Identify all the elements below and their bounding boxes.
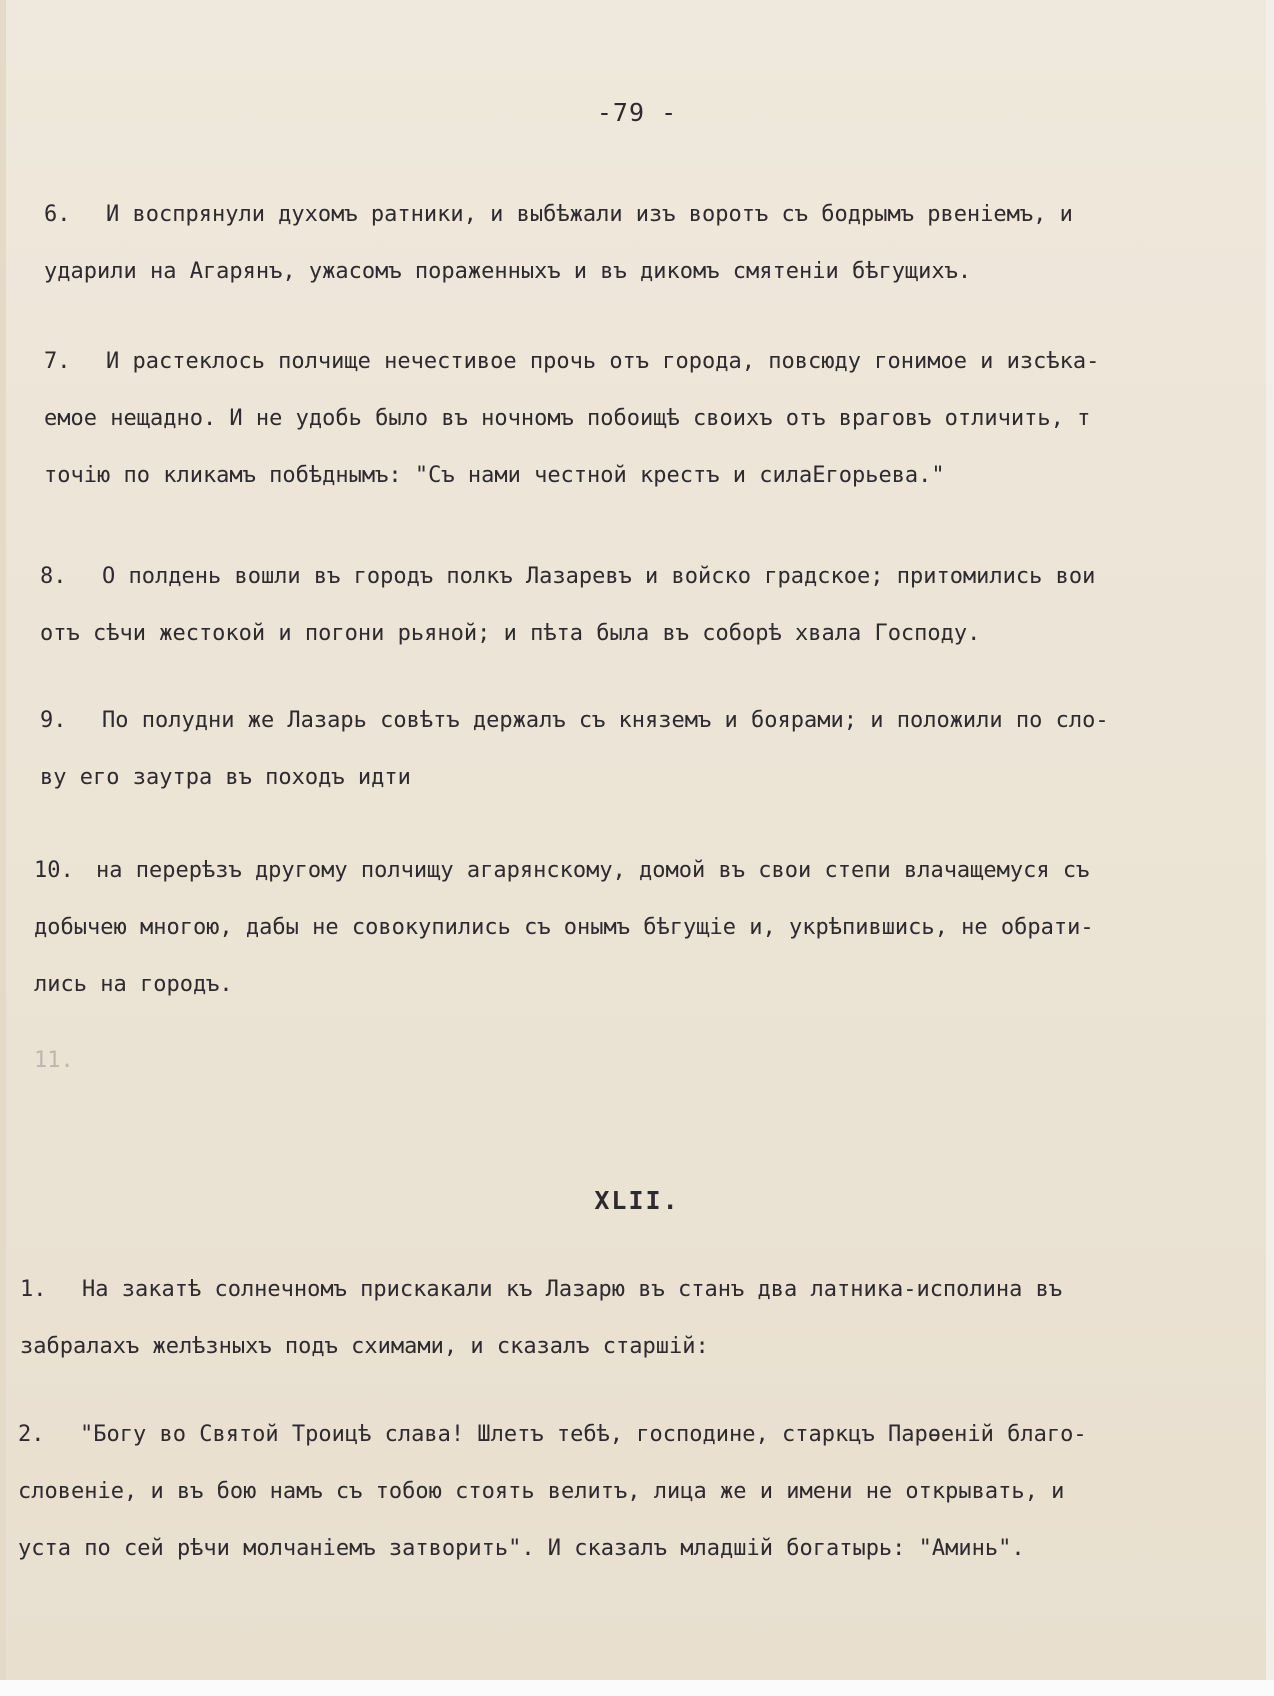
verse-number: 6. (44, 202, 71, 227)
verse-number: 10. (34, 858, 74, 883)
verse-text: И воспрянули духомъ ратники, и выбѣжали изъ воротъ съ бодрымъ рвенiемъ, и (106, 202, 1073, 227)
verse-line: забралахъ желѣзныхъ подъ схимами, и сказалъ старшiй: (20, 1334, 709, 1359)
verse-line: точiю по кликамъ побѣднымъ: "Съ нами честной крестъ и силаЕгорьева." (44, 463, 945, 488)
chapter-verse-1 (20, 1261, 1062, 1375)
verse-number: 11. (34, 1048, 74, 1073)
verse-line: ву его заутра въ походъ идти (40, 765, 411, 790)
verse-number: 2. (18, 1422, 45, 1447)
verse-line: емое нещадно. И не удобь было въ ночномъ побоищѣ своихъ отъ враговъ отличить, т (44, 406, 1091, 431)
chapter-verse-2 (18, 1406, 1087, 1577)
verse-text: "Богу во Святой Троицѣ слава! Шлетъ тебѣ, господине, старкцъ Парѳенiй благо- (80, 1422, 1087, 1447)
verse-7 (44, 333, 1099, 504)
page-bottom-edge (0, 1680, 1274, 1696)
verse-line: добычею многою, дабы не совокупились съ онымъ бѣгущiе и, укрѣпившись, не обрати- (34, 915, 1094, 940)
verse-text: По полудни же Лазарь совѣтъ держалъ съ княземъ и боярами; и положили по сло- (102, 708, 1109, 733)
verse-line: ударили на Агарянъ, ужасомъ пораженныхъ и въ дикомъ смятенiи бѣгущихъ. (44, 259, 972, 284)
verse-number: 9. (40, 708, 67, 733)
verse-10 (34, 842, 1094, 1013)
verse-9 (40, 692, 1109, 806)
verse-11 (34, 1032, 74, 1089)
verse-text: О полдень вошли въ городъ полкъ Лазаревъ и войско градское; притомились вои (102, 564, 1096, 589)
verse-line: отъ сѣчи жестокой и погони рьяной; и пѣта была въ соборѣ хвала Господу. (40, 621, 981, 646)
verse-line (20, 1261, 1062, 1318)
verse-number: 7. (44, 349, 71, 374)
verse-text: На закатѣ солнечномъ прискакали къ Лазарю въ станъ два латника-исполина въ (82, 1277, 1063, 1302)
verse-line: лись на городъ. (34, 972, 233, 997)
verse-line (40, 548, 1095, 605)
page-left-edge (0, 0, 6, 1696)
verse-number: 1. (20, 1277, 47, 1302)
verse-number: 8. (40, 564, 67, 589)
verse-6 (44, 186, 1073, 300)
verse-8 (40, 548, 1095, 662)
verse-line (34, 842, 1094, 899)
verse-line (44, 333, 1099, 390)
verse-line: словенiе, и въ бою намъ съ тобою стоять велитъ, лица же и имени не открывать, и (18, 1479, 1065, 1504)
verse-text: И растеклось полчище нечестивое прочь отъ города, повсюду гонимое и изсѣка- (106, 349, 1100, 374)
chapter-heading: XLII. (594, 1186, 680, 1215)
verse-text: на перерѣзъ другому полчищу агарянскому, домой въ свои степи влачащемуся съ (96, 858, 1090, 883)
verse-line (40, 692, 1109, 749)
verse-line (44, 186, 1073, 243)
verse-line: уста по сей рѣчи молчанiемъ затворить". И сказалъ младшiй богатырь: "Аминь". (18, 1536, 1025, 1561)
page-right-edge (1266, 0, 1274, 1696)
verse-line (18, 1406, 1087, 1463)
page-number: -79 - (596, 98, 678, 127)
